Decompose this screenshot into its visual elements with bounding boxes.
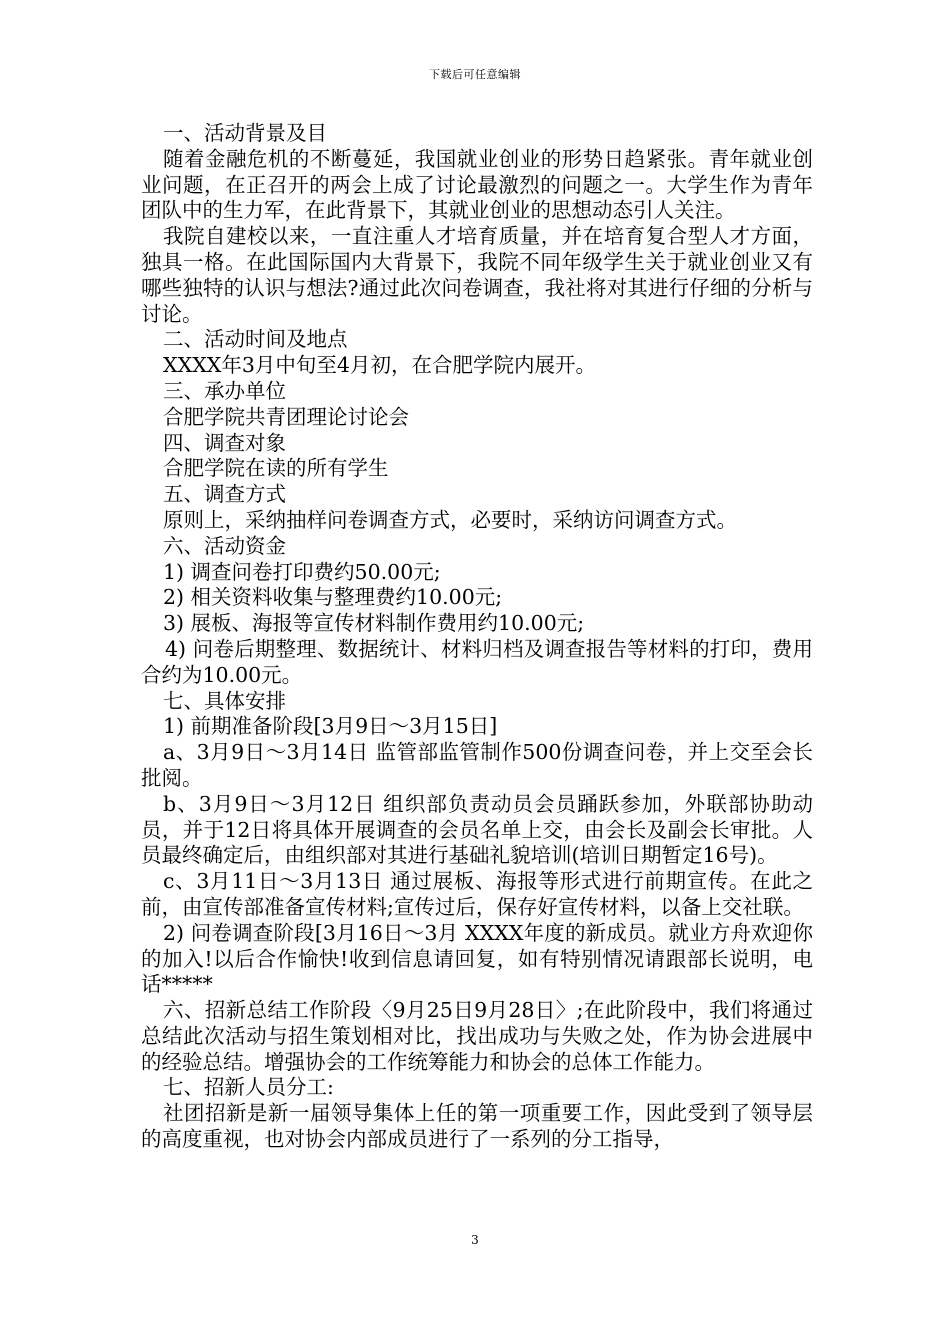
schedule-item-b: b、3月9日～3月12日 组织部负责动员会员踊跃参加，外联部协助动员，并于12日将具体开展调查的会员名单上交，由会长及副会长审批。人员最终确定后，由组织部对其进行基础礼貌培训(培训日期暂定16号)。: [141, 791, 813, 868]
paragraph-survey-target: 合肥学院在读的所有学生: [163, 456, 389, 481]
section-heading-organizer: 三、承办单位: [163, 378, 286, 403]
paragraph-organizer: 合肥学院共青团理论讨论会: [163, 404, 409, 429]
section-heading-background: 一、活动背景及目: [163, 121, 327, 145]
schedule-item-c: c、3月11日～3月13日 通过展板、海报等形式进行前期宣传。在此之前，由宣传部准备宣传材料;宣传过后，保存好宣传材料，以备上交社联。: [141, 869, 813, 919]
section-heading-survey-method: 五、调查方式: [163, 482, 286, 507]
schedule-item-a: a、3月9日～3月14日 监管部监管制作500份调查问卷，并上交至会长批阅。: [141, 740, 813, 790]
document-body: [141, 121, 813, 1153]
funding-item-2: 2) 相关资料收集与整理费约10.00元;: [163, 585, 503, 610]
paragraph-school-intro: 我院自建校以来，一直注重人才培育质量，并在培育复合型人才方面，独具一格。在此国际国内大背景下，我院不同年级学生关于就业创业又有哪些独特的认识与想法?通过此次问卷调查，我社将对其进行仔细的分析与讨论。: [141, 224, 813, 326]
funding-item-3: 3) 展板、海报等宣传材料制作费用约10.00元;: [163, 611, 585, 636]
section-heading-staff-division: 七、招新人员分工:: [163, 1075, 334, 1100]
page-number: 3: [471, 1233, 479, 1247]
paragraph-staff-division: 社团招新是新一届领导集体上任的第一项重要工作，因此受到了领导层的高度重视，也对协会内部成员进行了一系列的分工指导，: [141, 1101, 813, 1152]
section-heading-funding: 六、活动资金: [163, 533, 286, 558]
schedule-phase-2: 2) 问卷调查阶段[3月16日～3月 XXXX年度的新成员。就业方舟欢迎你的加入!以后合作愉快!收到信息请回复，如有特别情况请跟部长说明，电话*****: [141, 920, 813, 997]
paragraph-background: 随着金融危机的不断蔓延，我国就业创业的形势日趋紧张。青年就业创业问题，在正召开的两会上成了讨论最激烈的问题之一。大学生作为青年团队中的生力军，在此背景下，其就业创业的思想动态引人关注。: [141, 146, 813, 223]
funding-item-1: 1) 调查问卷打印费约50.00元;: [163, 559, 441, 584]
paragraph-recruitment-summary: 六、招新总结工作阶段〈9月25日9月28日〉;在此阶段中，我们将通过总结此次活动与招生策划相对比，找出成功与失败之处，作为协会进展中的经验总结。增强协会的工作统筹能力和协会的总体工作能力。: [141, 998, 813, 1074]
paragraph-survey-method: 原则上，采纳抽样问卷调查方式，必要时，采纳访问调查方式。: [163, 507, 737, 532]
schedule-phase-1: 1) 前期准备阶段[3月9日～3月15日]: [163, 714, 498, 739]
section-heading-survey-target: 四、调查对象: [163, 430, 286, 455]
section-heading-schedule: 七、具体安排: [163, 688, 286, 713]
paragraph-time-place: XXXX年3月中旬至4月初，在合肥学院内展开。: [163, 353, 596, 378]
section-heading-time-place: 二、活动时间及地点: [163, 327, 348, 352]
header-note: 下载后可任意编辑: [429, 68, 521, 81]
funding-item-4: 4) 问卷后期整理、数据统计、材料归档及调查报告等材料的打印，费用合约为10.00元。: [141, 636, 813, 687]
